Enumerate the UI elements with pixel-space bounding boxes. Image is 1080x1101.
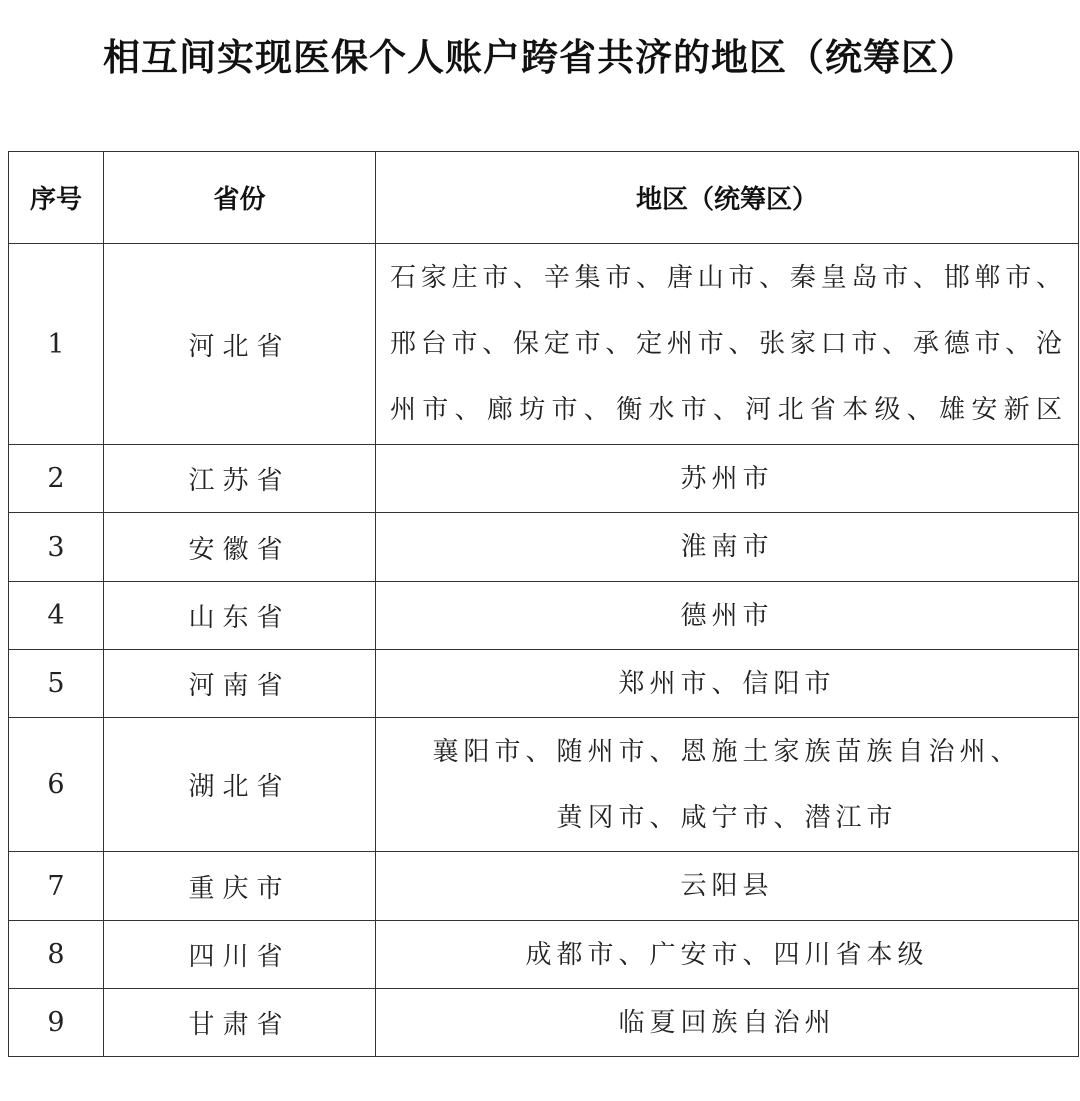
area-line: 郑州市、信阳市 — [618, 668, 836, 699]
area-line: 苏州市 — [680, 463, 774, 494]
row-province: 甘肃省 — [104, 989, 376, 1057]
row-province: 山东省 — [104, 582, 376, 650]
row-no: 6 — [9, 718, 104, 852]
row-area — [376, 921, 1079, 989]
table-row — [9, 718, 1079, 852]
table-row — [9, 852, 1079, 921]
row-no: 4 — [9, 582, 104, 650]
row-area — [376, 718, 1079, 852]
table-row — [9, 989, 1079, 1057]
row-province: 河北省 — [104, 244, 376, 445]
area-line: 黄冈市、咸宁市、潜江市 — [556, 802, 898, 833]
row-no: 8 — [9, 921, 104, 989]
area-line: 成都市、广安市、四川省本级 — [525, 939, 929, 970]
regions-table — [8, 151, 1079, 1057]
document-title: 相互间实现医保个人账户跨省共济的地区（统筹区） — [103, 36, 977, 79]
header-province: 省份 — [104, 152, 376, 244]
table-row — [9, 513, 1079, 582]
row-area — [376, 513, 1079, 582]
row-no: 1 — [9, 244, 104, 445]
row-province: 江苏省 — [104, 445, 376, 513]
area-line: 云阳县 — [680, 871, 774, 901]
table-row — [9, 921, 1079, 989]
row-province: 湖北省 — [104, 718, 376, 852]
table-row — [9, 244, 1079, 445]
area-line: 石家庄市、辛集市、唐山市、秦皇岛市、邯郸市、 — [390, 263, 1066, 293]
area-line: 邢台市、保定市、定州市、张家口市、承德市、沧 — [390, 329, 1066, 359]
row-no: 7 — [9, 852, 104, 921]
table-row — [9, 650, 1079, 718]
header-no: 序号 — [9, 152, 104, 244]
row-area — [376, 989, 1079, 1057]
row-province: 四川省 — [104, 921, 376, 989]
area-line: 州市、廊坊市、衡水市、河北省本级、雄安新区 — [390, 395, 1066, 425]
row-no: 5 — [9, 650, 104, 718]
row-province: 河南省 — [104, 650, 376, 718]
row-area — [376, 445, 1079, 513]
row-province: 重庆市 — [104, 852, 376, 921]
header-area: 地区（统筹区） — [376, 152, 1079, 244]
table-header-row — [9, 152, 1079, 244]
row-area — [376, 852, 1079, 921]
table-row — [9, 445, 1079, 513]
table-row — [9, 582, 1079, 650]
row-no: 3 — [9, 513, 104, 582]
area-line: 临夏回族自治州 — [618, 1007, 836, 1038]
row-area — [376, 582, 1079, 650]
area-line: 襄阳市、随州市、恩施土家族苗族自治州、 — [432, 736, 1022, 767]
row-area — [376, 650, 1079, 718]
row-no: 9 — [9, 989, 104, 1057]
row-area — [376, 244, 1079, 445]
row-province: 安徽省 — [104, 513, 376, 582]
row-no: 2 — [9, 445, 104, 513]
area-line: 德州市 — [680, 600, 774, 631]
area-line: 淮南市 — [680, 532, 774, 562]
